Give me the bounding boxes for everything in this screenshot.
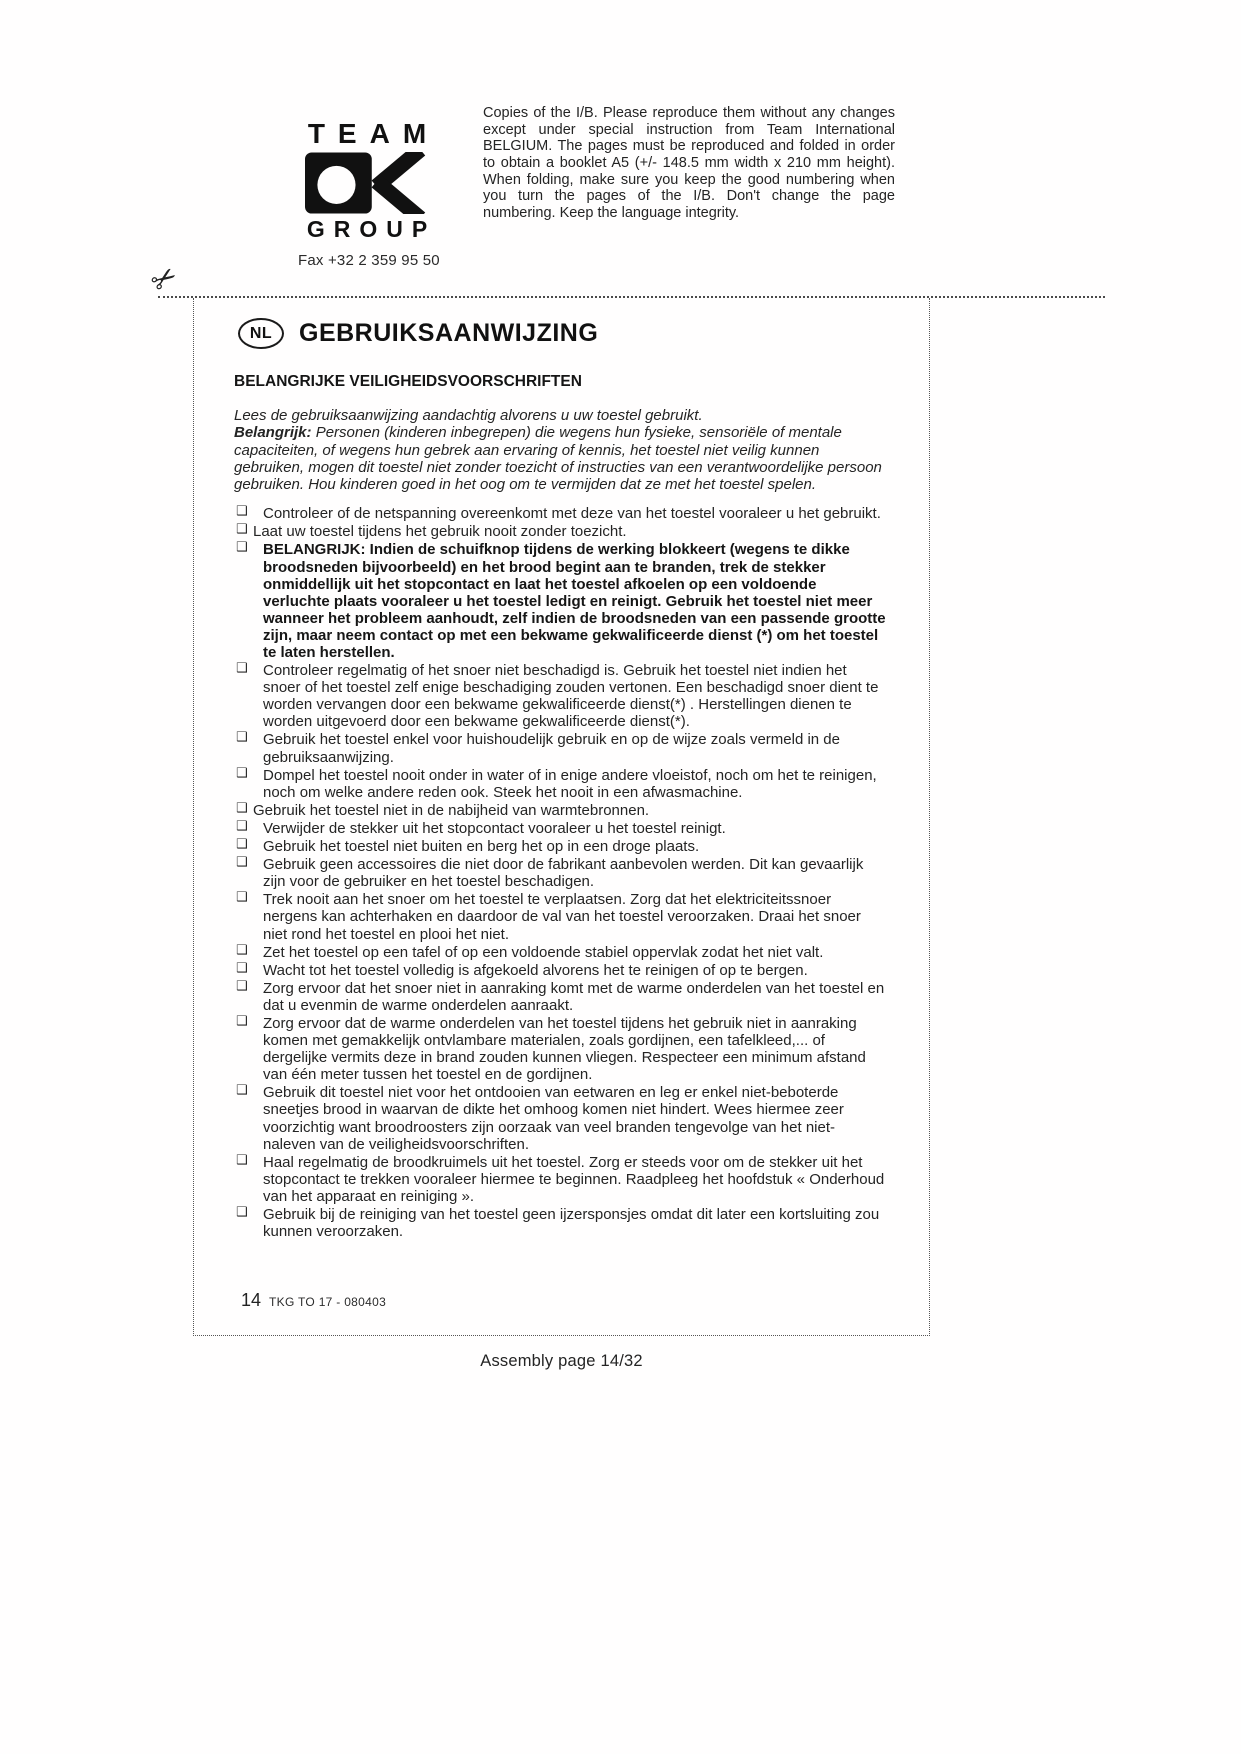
header-logo [298,118,440,269]
list-item-text: BELANGRIJK: Indien de schuifknop tijdens de werking blokkeert (wegens te dikke broodsneden bijvoorbeeld) en het brood begint aan te branden, trek de stekker onmiddellijk uit het stopcontact en laat het toestel afkoelen op een voldoende verluchte plaats vooraleer u het toestel ledigt en reinigt. Gebruik het toestel niet meer wanneer het probleem aanhoudt, zelf indien de broodsneden van een passende grootte zijn, maar neem contact op met een bekwame gekwalificeerde dienst (*) om het toestel te laten herstellen. [263,541,886,661]
fax-number: Fax +32 2 359 95 50 [298,252,440,269]
list-item-text: Gebruik bij de reiniging van het toestel geen ijzersponsjes omdat dit later een kortsluiting zou kunnen veroorzaken. [263,1206,880,1241]
nl-language-badge: NL [238,318,284,349]
list-item-text: Trek nooit aan het snoer om het toestel te verplaatsen. Zorg dat het elektriciteitssnoer nergens kan achterhaken en daardoor de val van het toestel veroorzaken. Draai het snoer niet rond het toestel en plooi het niet. [263,891,861,943]
doc-code: TKG TO 17 - 080403 [269,1295,387,1309]
list-item [234,523,887,540]
checkbox-bullet-icon: ❑ [236,855,248,871]
checkbox-bullet-icon: ❑ [236,765,248,781]
intro-lead: Lees de gebruiksaanwijzing aandachtig alvorens u uw toestel gebruikt. [234,407,703,424]
list-item [234,541,887,661]
safety-bullet-list [234,505,887,1240]
checkbox-bullet-icon: ❑ [236,540,248,556]
list-item [234,1084,887,1152]
manual-title-row [238,318,887,349]
list-item-text: Gebruik het toestel niet in de nabijheid van warmtebronnen. [253,801,650,819]
logo-group-text: GROUP [306,216,437,242]
assembly-page-footer: Assembly page 14/32 [480,1352,643,1370]
checkbox-bullet-icon: ❑ [236,1205,248,1220]
checkbox-bullet-icon: ❑ [236,730,248,746]
checkbox-bullet-icon: ❑ [236,1013,248,1029]
checkbox-bullet-icon: ❑ [236,837,248,853]
list-item-text: Gebruik het toestel niet buiten en berg het op in een droge plaats. [263,838,700,856]
checkbox-bullet-icon: ❑ [236,1083,248,1099]
checkbox-bullet-icon: ❑ [236,504,248,520]
checkbox-bullet-icon: ❑ [236,661,248,677]
checkbox-bullet-icon: ❑ [236,1152,248,1168]
list-item [234,802,887,819]
manual-footer [241,1290,386,1311]
manual-title: GEBRUIKSAANWIJZING [299,319,599,347]
list-item-text: Controleer of de netspanning overeenkomt met deze van het toestel vooraleer u het gebruikt. [263,505,881,523]
list-item-text: Laat uw toestel tijdens het gebruik nooit zonder toezicht. [253,523,627,541]
list-item-text: Haal regelmatig de broodkruimels uit het toestel. Zorg er steeds voor om de stekker uit het stopcontact te trekken vooraleer hiermee te beginnen. Raadpleeg het hoofdstuk « Onderhoud van het apparaat en reiniging ». [263,1153,885,1205]
list-item-text: Zorg ervoor dat het snoer niet in aanraking komt met de warme onderdelen van het toestel en dat u evenmin de warme onderdelen aanraakt. [263,979,885,1014]
intro-important [234,424,887,493]
page-number: 14 [241,1290,262,1310]
important-label: Belangrijk: [234,424,312,442]
checkbox-bullet-icon: ❑ [236,818,248,834]
list-item-text: Wacht tot het toestel volledig is afgekoeld alvorens het te reinigen of op te bergen. [263,961,808,979]
scissors-icon: ✂ [144,258,185,301]
list-item-text: Zorg ervoor dat de warme onderdelen van het toestel tijdens het gebruik niet in aanraking komen met gemakkelijk ontvlambare materialen, zoals gordijnen, een tafelkleed,... of dergelijke vermits deze in brand zouden kunnen vliegen. Respecteer een minimum afstand van één meter tussen het toestel en de gordijnen. [263,1014,866,1084]
manual-box [193,298,930,1336]
list-item [234,838,887,855]
list-item [234,1206,887,1240]
checkbox-bullet-icon: ❑ [236,978,248,994]
list-item [234,1015,887,1083]
checkbox-bullet-icon: ❑ [236,960,248,976]
list-item-text: Gebruik het toestel enkel voor huishoudelijk gebruik en op de wijze zoals vermeld in de gebruiksaanwijzing. [263,731,840,766]
list-item [234,1154,887,1205]
list-item [234,505,887,522]
list-item [234,891,887,942]
list-item-text: Verwijder de stekker uit het stopcontact vooraleer u het toestel reinigt. [263,819,726,837]
reproduction-notice: Copies of the I/B. Please reproduce them without any changes except under special instruction from Team International BELGIUM. The pages must be reproduced and folded in order to obtain a booklet A5 (+/- 148.5 mm width x 210 mm height). When folding, make sure you keep the good numbering when you turn the pages of the I/B. Don't change the page numbering. Keep the language integrity. [483,105,895,222]
logo-team-text: TEAM [307,118,440,149]
list-item-text: Gebruik geen accessoires die niet door de fabrikant aanbevolen werden. Dit kan gevaarlijk zijn voor de gebruiker en het toestel beschadigen. [263,856,864,891]
list-item [234,662,887,730]
section-heading: BELANGRIJKE VEILIGHEIDSVOORSCHRIFTEN [234,373,582,390]
list-item [234,856,887,890]
list-item [234,944,887,961]
team-k-logo-icon [305,152,429,214]
list-item-text: Dompel het toestel nooit onder in water of in enige andere vloeistof, noch om het te reinigen, noch om welke andere reden ook. Steek het nooit in een afwasmachine. [263,766,877,801]
list-item-text: Zet het toestel op een tafel of op een voldoende stabiel oppervlak zodat het niet valt. [263,943,824,961]
list-item [234,767,887,801]
checkbox-bullet-icon: ❑ [236,890,248,906]
list-item [234,980,887,1014]
list-item [234,962,887,979]
important-text: Personen (kinderen inbegrepen) die wegens hun fysieke, sensoriële of mentale capaciteiten, of wegens hun gebrek aan ervaring of kennis, het toestel niet veilig kunnen gebruiken, mogen dit toestel niet zonder toezicht of instructies van een verantwoordelijke persoon gebruiken. Hou kinderen goed in het oog om te vermijden dat ze met het toestel spelen. [234,424,882,493]
list-item-text: Controleer regelmatig of het snoer niet beschadigd is. Gebruik het toestel niet indien het snoer of het toestel zelf enige beschadiging zouden vertonen. Een beschadigd snoer dient te worden vervangen door een bekwame gekwalificeerde dienst(*) . Herstellingen dienen te worden uitgevoerd door een bekwame gekwalificeerde dienst(*). [263,662,879,731]
checkbox-bullet-icon: ❑ [236,800,248,816]
list-item-text: Gebruik dit toestel niet voor het ontdooien van eetwaren en leg er enkel niet-beboterde sneetjes brood in waarvan de dikte het omhoog komen niet hindert. Wees hiermee zeer voorzichtig want broodroosters zijn oorzaak van veel branden tengevolge van het niet-naleven van de veiligheidsvoorschriften. [263,1084,844,1153]
intro-paragraph [234,407,887,493]
checkbox-bullet-icon: ❑ [236,522,248,538]
list-item [234,731,887,765]
list-item [234,820,887,837]
checkbox-bullet-icon: ❑ [236,942,248,958]
